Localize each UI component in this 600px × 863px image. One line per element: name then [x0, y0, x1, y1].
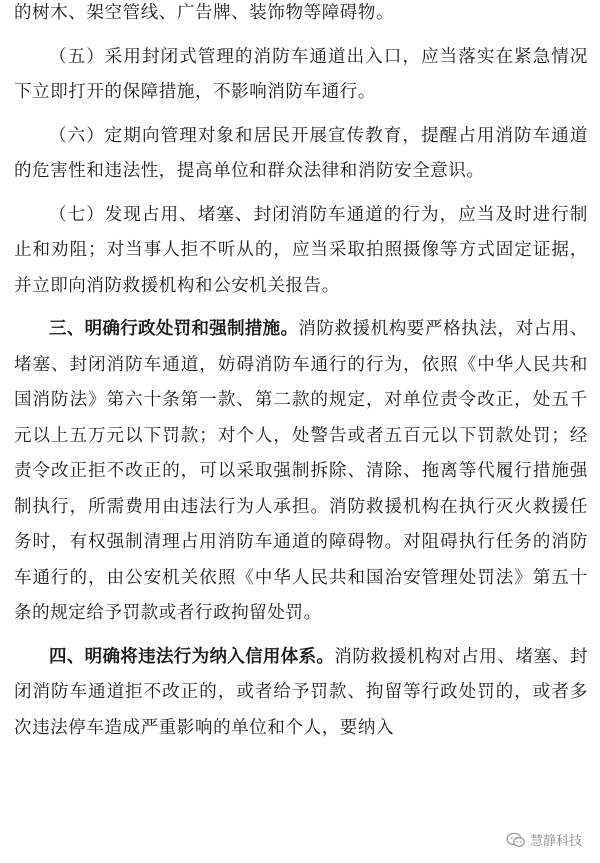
paragraph-text: （七）发现占用、堵塞、封闭消防车通道的行为，应当及时进行制止和劝阻；对当事人拒不听从的，应当采取拍照摄像等方式固定证据，并立即向消防救援机构和公安机关报告。: [14, 204, 588, 296]
paragraph-item-5: [14, 40, 588, 111]
document-body: [14, 0, 588, 754]
paragraph-continuation: [14, 0, 588, 32]
watermark-label: 慧静科技: [529, 834, 582, 849]
paragraph-text: 消防救援机构对占用、堵塞、封闭消防车通道拒不改正的，或者给予罚款、拘留等行政处罚的，或者多次违法停车造成严重影响的单位和个人，要纳入: [14, 646, 588, 738]
section-3-paragraph: [14, 312, 588, 632]
paragraph-item-6: [14, 119, 588, 190]
paragraph-text: （五）采用封闭式管理的消防车通道出入口，应当落实在紧急情况下立即打开的保障措施，不影响消防车通行。: [14, 46, 588, 102]
paragraph-text: 的树木、架空管线、广告牌、装饰物等障碍物。: [14, 3, 395, 23]
section-heading: 四、明确将违法行为纳入信用体系。: [49, 646, 335, 667]
section-4-paragraph: [14, 640, 588, 747]
paragraph-item-7: [14, 198, 588, 305]
section-heading: 三、明确行政处罚和强制措施。: [49, 319, 299, 339]
wechat-watermark: [502, 829, 586, 850]
paragraph-text: 消防救援机构要严格执法，对占用、堵塞、封闭消防车通道，妨碍消防车通行的行为，依照《中华人民共和国消防法》第六十条第一款、第二款的规定，对单位责令改正，处五千元以上五万元以下罚款；对个人，处警告或者五百元以下罚款处罚；经责令改正拒不改正的，可以采取强制拆除、清除、拖离等代履行措施强制执行，所需费用由违法行为人承担。消防救援机构在执行灭火救援任务时，有权强制清理占用消防车通道的障碍物。对阻碍执行任务的消防车通行的，由公安机关依照《中华人民共和国治安管理处罚法》第五十条的规定给予罚款或者行政拘留处罚。: [14, 319, 588, 623]
wechat-icon: [506, 832, 526, 848]
paragraph-text: （六）定期向管理对象和居民开展宣传教育，提醒占用消防车通道的危害性和违法性，提高单位和群众法律和消防安全意识。: [14, 125, 588, 181]
